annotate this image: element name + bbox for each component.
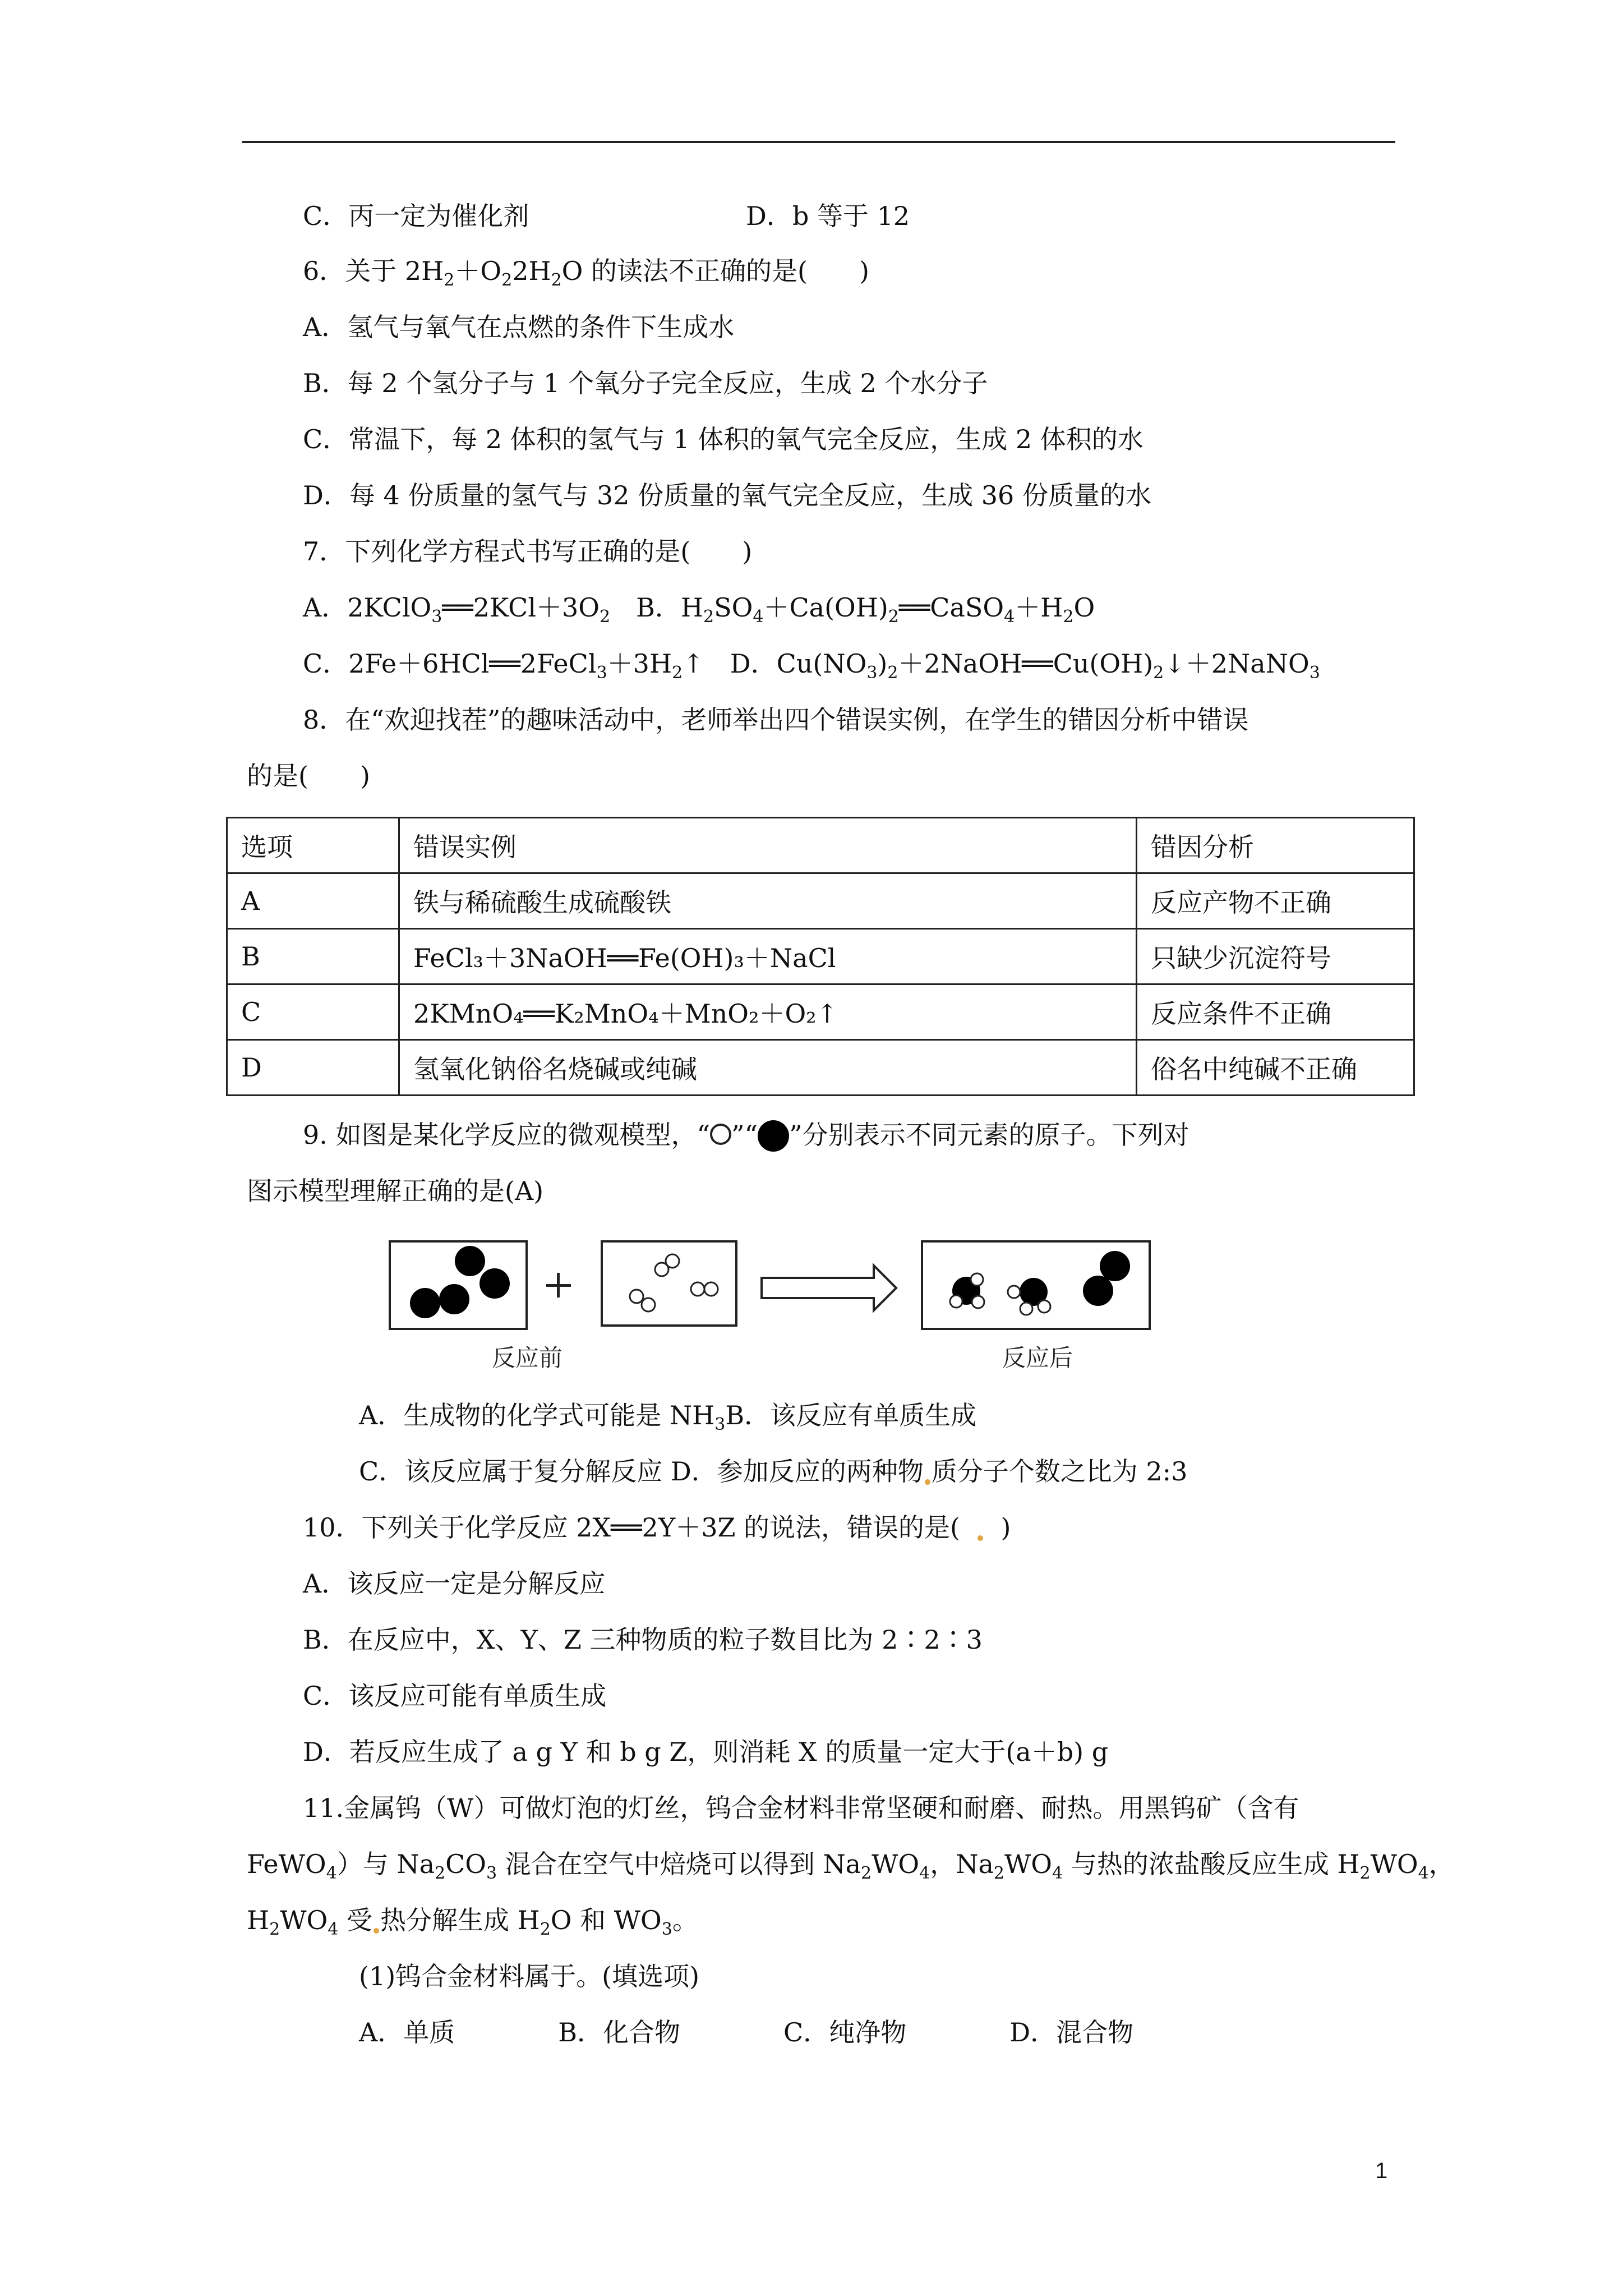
black-atom [479, 1268, 510, 1299]
white-atom [1008, 1286, 1020, 1298]
error-analysis-table [226, 817, 1415, 1096]
row-analysis: 只缺少沉淀符号 [1137, 929, 1414, 984]
header-rule [242, 141, 1395, 143]
q6-option-b: B．每 2 个氢分子与 1 个氧分子完全反应，生成 2 个水分子 [303, 368, 988, 398]
white-atom [691, 1282, 704, 1296]
question-7: 7．下列化学方程式书写正确的是( ) [303, 536, 753, 567]
q6-option-c: C．常温下，每 2 体积的氢气与 1 体积的氧气完全反应，生成 2 体积的水 [303, 424, 1144, 454]
white-atom [1038, 1300, 1050, 1313]
white-atom [642, 1298, 655, 1312]
table-row [227, 1040, 1414, 1096]
reaction-model-figure [387, 1239, 1172, 1381]
row-example: 2KMnO₄══K₂MnO₄＋MnO₂＋O₂↑ [399, 984, 1137, 1040]
row-example: 铁与稀硫酸生成硫酸铁 [399, 873, 1137, 929]
black-atom [410, 1288, 440, 1318]
question-11-line3: $H_2WO_4$ 受 热分解生成 $H_2O$ 和 $WO_3$。 [247, 1905, 698, 1939]
dot-mark [978, 1535, 983, 1541]
question-9-line1: 9. 如图是某化学反应的微观模型，“ ”“ ”分别表示不同元素的原子。下列对 [303, 1118, 1189, 1152]
q10-option-a: A．该反应一定是分解反应 [303, 1568, 606, 1599]
row-analysis: 反应条件不正确 [1137, 984, 1414, 1040]
q6-option-a: A．氢气与氧气在点燃的条件下生成水 [303, 312, 735, 342]
q6-option-d: D．每 4 份质量的氢气与 32 份质量的氧气完全反应，生成 36 份质量的水 [303, 480, 1151, 510]
q7-options-ab: A．$2KClO_3══2KCl+3O_2$ B．$H_2SO_4+Ca(OH)_2══CaSO_4+H_2O$ [303, 592, 1095, 627]
table-row [227, 929, 1414, 984]
q11-sub1-options: A．单质 B．化合物 C．纯净物 D．混合物 [359, 2017, 1134, 2047]
header-example: 错误实例 [399, 818, 1137, 873]
header-analysis: 错因分析 [1137, 818, 1414, 873]
row-option: C [227, 984, 399, 1040]
q5-option-c: C．丙一定为催化剂 [303, 201, 529, 231]
row-option: A [227, 873, 399, 929]
white-atom [655, 1263, 668, 1276]
black-atom [439, 1284, 469, 1314]
question-11-line2: FeWO$_4$）与 $Na_2CO_3$ 混合在空气中焙烧可以得到 $Na_2WO_4$，$Na_2WO_4$ 与热的浓盐酸反应生成 $H_2WO_4$， [247, 1849, 1455, 1883]
question-8-line2: 的是( ) [247, 761, 370, 791]
before-label: 反应前 [491, 1344, 563, 1372]
q11-sub1: (1)钨合金材料属于。(填选项) [359, 1961, 700, 1991]
q7-options-cd: C．$2Fe+6HCl══2FeCl_3+3H_2↑$ D．$Cu(NO_3)_2+2NaOH══Cu(OH)_2↓+2NaNO_3$ [303, 648, 1320, 683]
row-example: FeCl₃＋3NaOH══Fe(OH)₃＋NaCl [399, 929, 1137, 984]
row-example: 氢氧化钠俗名烧碱或纯碱 [399, 1040, 1137, 1096]
row-analysis: 反应产物不正确 [1137, 873, 1414, 929]
row-option: B [227, 929, 399, 984]
q10-option-b: B．在反应中，X、Y、Z 三种物质的粒子数目比为 2∶2∶3 [303, 1625, 983, 1655]
table-row [227, 984, 1414, 1040]
page-number: 1 [1375, 2159, 1388, 2183]
white-atom [1020, 1303, 1032, 1315]
after-label: 反应后 [1002, 1344, 1073, 1372]
question-6: 6．关于 $2H_2+O_22H_2O$ 的读法不正确的是( ) [303, 256, 869, 290]
black-atom [1100, 1251, 1130, 1281]
question-10: 10．下列关于化学反应 2X══2Y＋3Z 的说法，错误的是( ) [303, 1512, 1011, 1543]
black-atom-icon [758, 1120, 789, 1152]
white-atom [972, 1296, 984, 1308]
header-option: 选项 [227, 818, 399, 873]
question-11-line1: 11.金属钨（W）可做灯泡的灯丝，钨合金材料非常坚硬和耐磨、耐热。用黑钨矿（含有 [303, 1793, 1299, 1823]
q9-options-ab: A．生成物的化学式可能是 $NH_3B$．该反应有单质生成 [359, 1400, 977, 1434]
reaction-arrow-icon [762, 1266, 896, 1310]
black-atom [1083, 1276, 1113, 1306]
dot-mark [374, 1928, 379, 1934]
table-row [227, 873, 1414, 929]
question-9-line2: 图示模型理解正确的是(A) [247, 1176, 544, 1206]
black-atom [455, 1246, 485, 1276]
plus-sign [546, 1273, 571, 1297]
table-header-row [227, 818, 1414, 873]
white-atom [950, 1295, 962, 1308]
row-option: D [227, 1040, 399, 1096]
row-analysis: 俗名中纯碱不正确 [1137, 1040, 1414, 1096]
q10-option-c: C．该反应可能有单质生成 [303, 1681, 607, 1711]
white-atom-icon [710, 1124, 731, 1145]
q10-option-d: D．若反应生成了 a g Y 和 b g Z，则消耗 X 的质量一定大于(a＋b) g [303, 1737, 1109, 1767]
dot-mark [925, 1479, 930, 1485]
white-atom [704, 1282, 718, 1296]
white-atom [971, 1273, 983, 1286]
white-atom [630, 1290, 643, 1303]
question-8-line1: 8．在“欢迎找茬”的趣味活动中，老师举出四个错误实例，在学生的错因分析中错误 [303, 705, 1249, 735]
q9-options-cd: C．该反应属于复分解反应 D．参加反应的两种物 质分子个数之比为 2:3 [359, 1456, 1188, 1487]
q5-option-d: D．b 等于 12 [746, 201, 910, 231]
